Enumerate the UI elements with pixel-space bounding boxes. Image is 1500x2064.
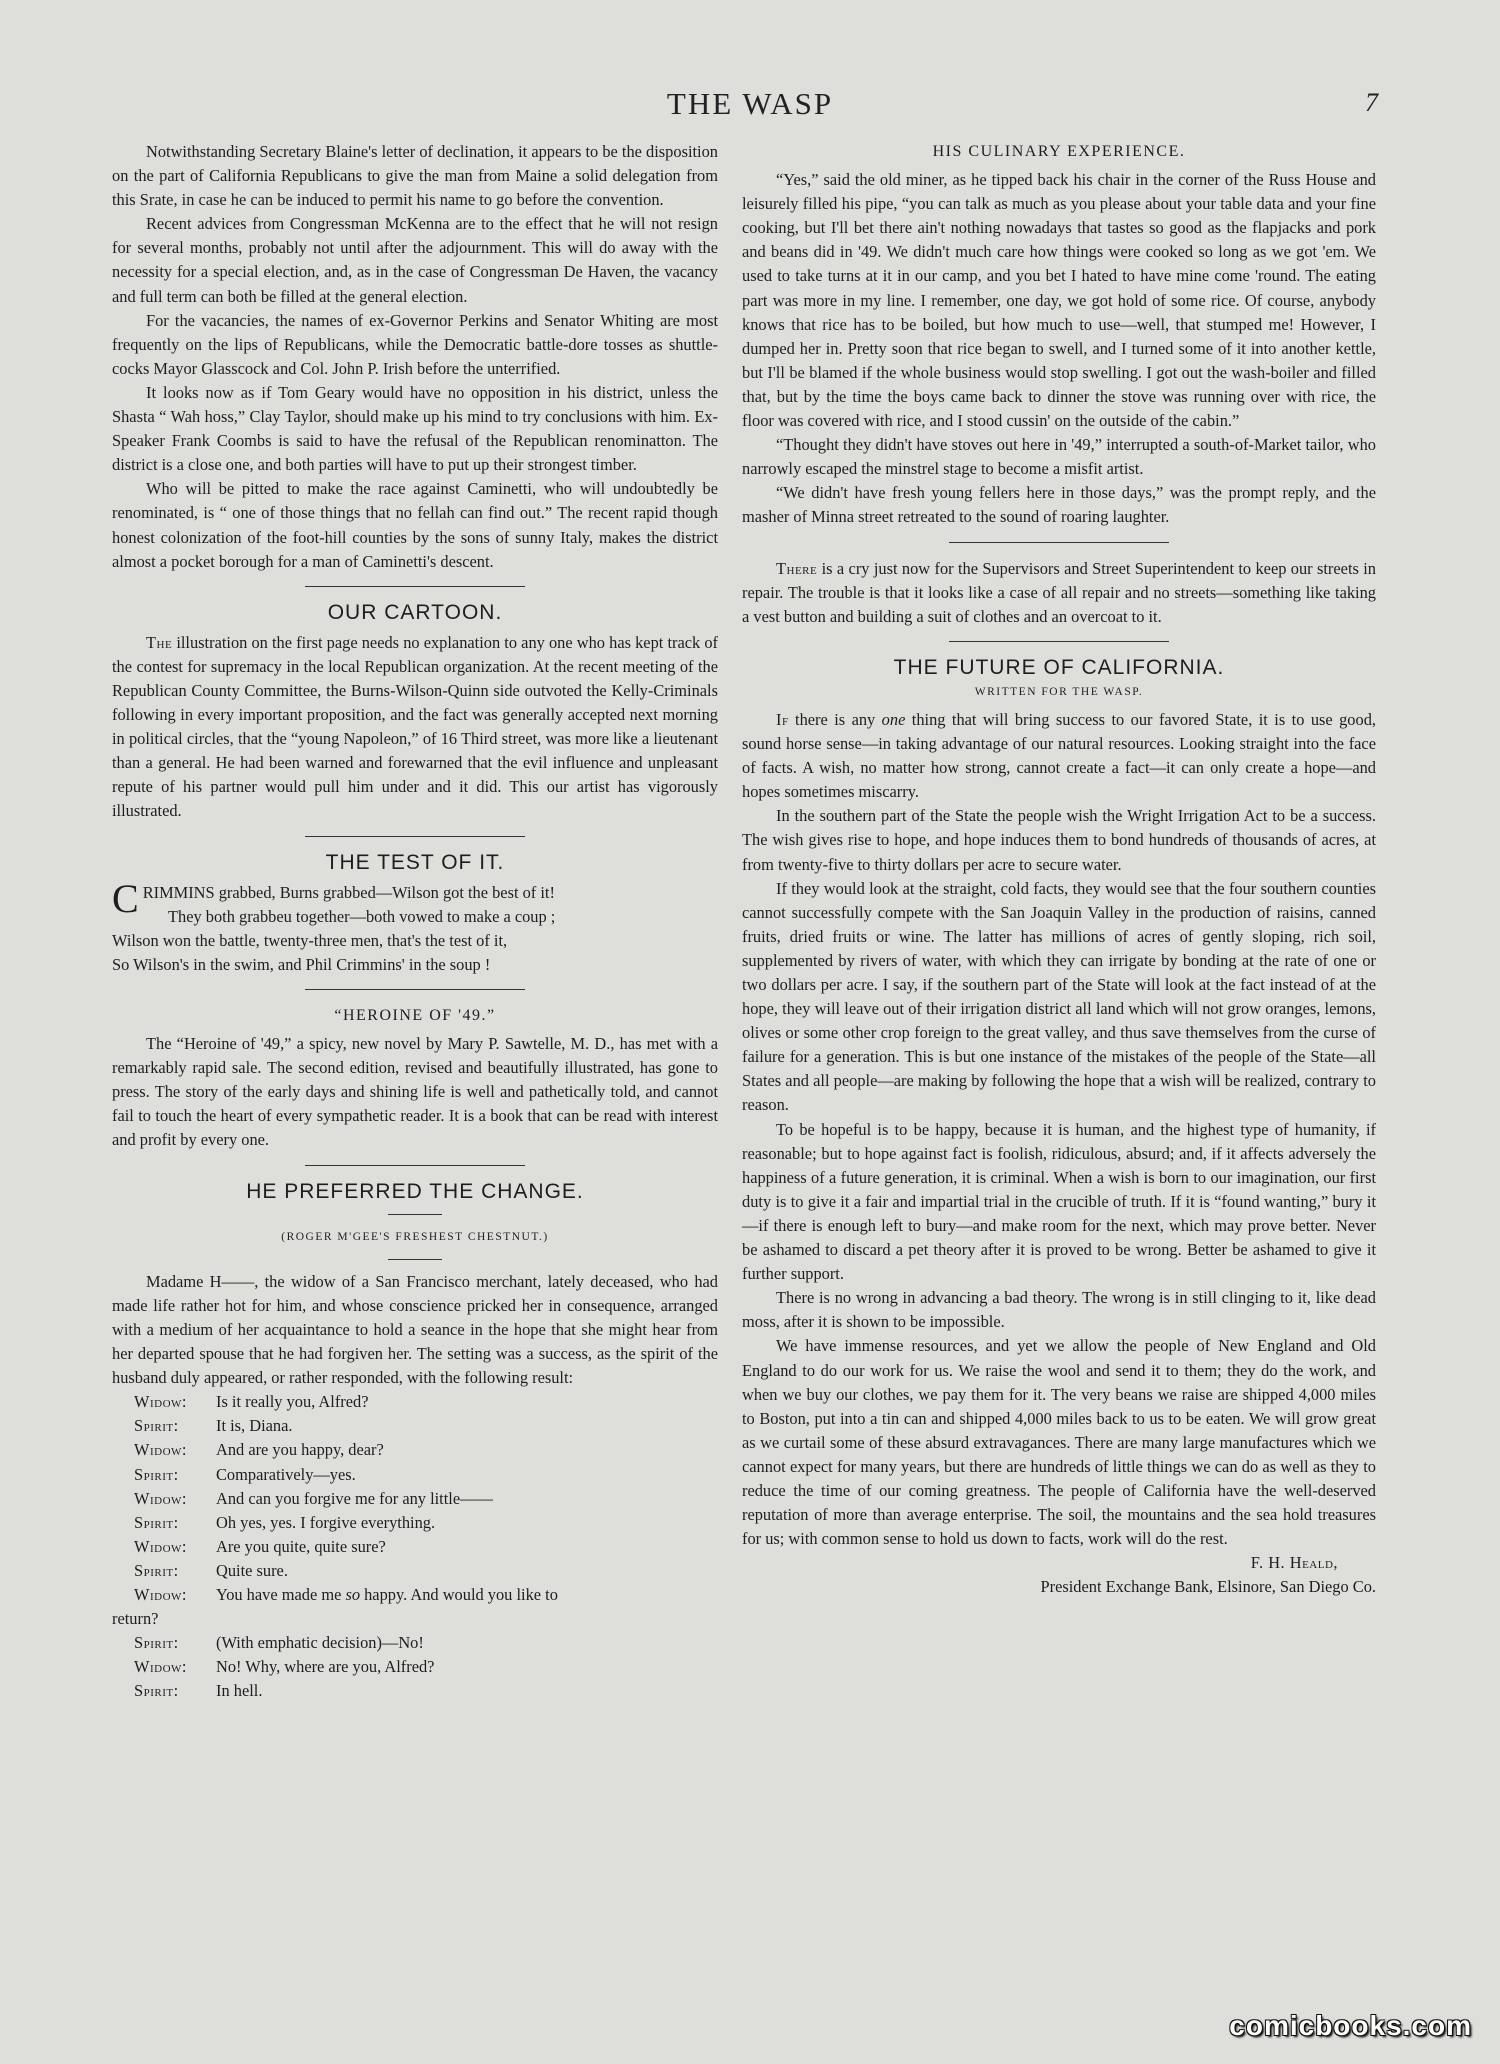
future-paragraph: There is no wrong in advancing a bad theory. The wrong is in still clinging to it, like dead moss, after it is shown to be impossible. xyxy=(742,1288,1376,1332)
streets-paragraph xyxy=(742,557,1376,629)
right-column xyxy=(742,140,1376,1599)
test-heading: THE TEST OF IT. xyxy=(325,850,505,874)
section-divider xyxy=(949,542,1169,543)
poem-line: CRIMMINS grabbed, Burns grabbed—Wilson got the best of it! xyxy=(112,875,555,921)
culinary-heading: HIS CULINARY EXPERIENCE. xyxy=(932,143,1186,160)
lead-word: The xyxy=(146,632,173,652)
culinary-paragraph: “We didn't have fresh young fellers here in those days,” was the prompt reply, and the masher of Minna street retreated to the sound of roaring laughter. xyxy=(742,483,1376,527)
lead-word: There xyxy=(776,558,818,578)
future-paragraph: To be hopeful is to be happy, because it is human, and the highest type of humanity, if reasonable; but to hope against fact is foolish, ridiculous, absurd; and, if it affects adversely the happiness of a future generation, it is criminal. When a wish is born to our imagination, our first duty is to give it a fair and impartial trial in the crucible of truth. If it is “found wanting,” bury it—if there is enough left to bury—and make room for the next, which may prove better. Never be ashamed to discard a pet theory after it is proved to be wrong. Better be ashamed to give it further support. xyxy=(742,1119,1376,1284)
article-paragraph: It looks now as if Tom Geary would have no opposition in his district, unless the Shasta “ Wah hoss,” Clay Taylor, should make up his mind to try conclusions with him. Ex-Speaker Frank Coombs is said to have the refusal of the Republican renominatton. The district is a close one, and both parties will have to put up their strongest timber. xyxy=(112,382,718,475)
masthead xyxy=(0,86,1500,126)
section-divider xyxy=(305,836,525,837)
cartoon-text: illustration on the first page needs no explanation to any one who has kept track of the contest for supremacy in the local Republican organization. At the recent meeting of the Republican County Committee, the Burns-Wilson-Quinn side outvoted the Kelly-Criminals following in every important proposition, and the fact was generally accepted next morning in political circles, that the “young Napoleon,” of 16 Third street, was more like a lieutenant than a general. He had been warned and forewarned that the evil influence and unpleasant repute of his partner would pull him under and it did. This our artist has vigorously illustrated. xyxy=(112,632,718,821)
lead-word: If xyxy=(776,709,789,729)
dialog-line: Widow: Are you quite, quite sure? xyxy=(134,1536,386,1556)
future-paragraph: We have immense resources, and yet we allow the people of New England and Old England to do our work for us. We raise the wool and send it to them; they do the work, and when we buy our clothes, we pay them for it. The very beans we raise are shipped 4,000 miles to Boston, put into a tin can and shipped 4,000 miles back to us to be eaten. We will grow great as we curtail some of these absurd extravagances. There are many large manufactures which we cannot expect for many years, but there are hundreds of little things we can do as well as they to reduce the time of our coming greatness. The people of California have the well-deserved reputation of more than average enterprise. The soil, the mountains and the sea hold treasures for us; with common sense to hold us down to facts, work will do the rest. xyxy=(742,1336,1376,1549)
seance-dialog xyxy=(112,1390,718,1703)
poem-line: Wilson won the battle, twenty-three men, that's the test of it, xyxy=(112,930,508,950)
short-divider xyxy=(388,1214,442,1215)
future-paragraph: In the southern part of the State the people wish the Wright Irrigation Act to be a success. The wish gives rise to hope, and hope induces them to bond hundreds of thousands of acres, at from twenty-five to thirty dollars per acre to secure water. xyxy=(742,806,1376,874)
dialog-line: Spirit: In hell. xyxy=(134,1681,263,1701)
dialog-line: Widow: Is it really you, Alfred? xyxy=(134,1392,369,1412)
masthead-title: THE WASP xyxy=(666,86,834,121)
preferred-intro: Madame H——, the widow of a San Francisco merchant, lately deceased, who had made life rather hot for him, and whose conscience pricked her in consequence, arranged with a medium of her acquaintance to hold a seance in the hope that she might hear from her departed spouse that he had forgiven her. The setting was a success, as the spirit of the husband duly appeared, or rather responded, with the following result: xyxy=(112,1271,718,1388)
future-subtitle: WRITTEN FOR THE WASP. xyxy=(974,685,1144,698)
section-divider xyxy=(305,586,525,587)
page-number: 7 xyxy=(1365,88,1378,117)
dialog-line: Spirit: Quite sure. xyxy=(134,1560,288,1580)
dialog-line: Spirit: It is, Diana. xyxy=(134,1416,293,1436)
future-heading: THE FUTURE OF CALIFORNIA. xyxy=(893,655,1225,679)
dialog-line: Widow: No! Why, where are you, Alfred? xyxy=(134,1657,435,1677)
site-watermark: comicbooks.com xyxy=(1229,2010,1472,2041)
section-divider xyxy=(305,989,525,990)
article-paragraph: For the vacancies, the names of ex-Governor Perkins and Senator Whiting are most frequently on the lips of Republicans, while the Democratic battle-dore tosses as shuttle-cocks Mayor Glasscock and Col. John P. Irish before the unterrified. xyxy=(112,310,718,378)
heroine-heading: “HEROINE OF '49.” xyxy=(334,1007,496,1024)
dialog-line: Spirit: (With emphatic decision)—No! xyxy=(134,1633,424,1653)
article-paragraph: Recent advices from Congressman McKenna are to the effect that he will not resign for several months, probably not until after the adjournment. This will do away with the necessity for a special election, and, as in the case of Congressman De Haven, the vacancy and full term can both be filled at the general election. xyxy=(112,214,718,306)
cartoon-heading: OUR CARTOON. xyxy=(327,600,503,624)
poem-line: They both grabbeu together—both vowed to make a coup ; xyxy=(168,906,556,926)
dialog-line: Spirit: Comparatively—yes. xyxy=(134,1464,356,1484)
dialog-line: Widow: You have made me so happy. And would you like to xyxy=(134,1584,558,1604)
future-paragraph: If they would look at the straight, cold facts, they would see that the four southern counties cannot successfully compete with the San Joaquin Valley in the production of raisins, canned fruits, dried fruits or wine. The latter has millions of acres of gently sloping, rich soil, supplemented by rivers of water, with which they can irrigate by bonding at the rate of one or two dollars per acre. I say, if the southern part of the State will look at the fact instead of at the hope, they will leave out of their irrigation district all land which will not grow oranges, lemons, olives or some other crop foreign to the great valley, and thus save themselves from the curse of failure for a generation. This is but one instance of the mistakes of the people of the State—all States and all people—are making by following the hope that a wish will be realized, contrary to reason. xyxy=(742,878,1376,1115)
dialog-line-continued: return? xyxy=(112,1609,159,1629)
article-paragraph: Who will be pitted to make the race against Caminetti, who will undoubtedly be renominated, is “ one of those things that no fellah can find out.” The recent rapid though honest colonization of the foot-hill counties by the sons of sunny Italy, makes the district almost a pocket borough for a man of Caminetti's descent. xyxy=(112,479,718,571)
test-poem xyxy=(112,875,718,977)
dialog-line: Widow: And are you happy, dear? xyxy=(134,1440,384,1460)
dialog-line: Spirit: Oh yes, yes. I forgive everything. xyxy=(134,1512,436,1532)
future-paragraph: If there is any one thing that will bring success to our favored State, it is to use good, sound horse sense—in taking advantage of our natural resources. Looking straight into the face of facts. A wish, no matter how strong, cannot create a fact—it can only create a hope—and hopes sometimes miscarry. xyxy=(742,709,1376,802)
heroine-paragraph: The “Heroine of '49,” a spicy, new novel by Mary P. Sawtelle, M. D., has met with a remarkably rapid sale. The second edition, revised and beautifully illustrated, has gone to press. The story of the early days and shining life is well and pathetically told, and cannot fail to touch the heart of every sympathetic reader. It is a book that can be read with interest and profit by every one. xyxy=(112,1034,718,1150)
preferred-subtitle: (ROGER M'GEE'S FRESHEST CHESTNUT.) xyxy=(281,1230,549,1243)
culinary-paragraph: “Thought they didn't have stoves out here in '49,” interrupted a south-of-Market tailor, who narrowly escaped the minstrel stage to become a misfit artist. xyxy=(742,435,1376,479)
short-divider xyxy=(388,1259,442,1260)
section-divider xyxy=(949,641,1169,642)
section-divider xyxy=(305,1165,525,1166)
streets-text: is a cry just now for the Supervisors and Street Superintendent to keep our streets in repair. The trouble is that it looks like a case of all repair and no streets—something like taking a vest button and building a suit of clothes and an overcoat to it. xyxy=(742,558,1376,626)
drop-cap: C xyxy=(112,875,139,921)
poem-line: So Wilson's in the swim, and Phil Crimmins' in the soup ! xyxy=(112,954,491,974)
emphasis: one xyxy=(881,709,906,729)
culinary-paragraph: “Yes,” said the old miner, as he tipped back his chair in the corner of the Russ House and leisurely filled his pipe, “you can talk as much as you please about your table data and your fine cooking, but I'll bet there ain't nothing nowadays that tastes so good as the flapjacks and pork and beans did in '49. We didn't much care how things were cooked so long as we got 'em. We used to take turns at it in our camp, and you bet I hated to have mine come 'round. The eating part was more in my line. I remember, one day, we got hold of some rice. Of course, anybody knows that rice has to be boiled, but how much to use—well, that stumped me! However, I dumped her in. Pretty soon that rice began to swell, and I turned some of it into another kettle, but I'll be blamed if the whole business would stop swelling. I got out the wash-boiler and filled that, but by the time the boys came back to dinner the stove was running over with rice, the floor was covered with rice, and I stood cussin' on the outside of the cabin.” xyxy=(742,170,1376,431)
author-title: President Exchange Bank, Elsinore, San Diego Co. xyxy=(1040,1577,1376,1597)
dialog-line: Widow: And can you forgive me for any little—— xyxy=(134,1488,493,1508)
cartoon-paragraph xyxy=(112,631,718,824)
preferred-heading: HE PREFERRED THE CHANGE. xyxy=(246,1179,584,1203)
article-paragraph: Notwithstanding Secretary Blaine's letter of declination, it appears to be the disposition on the part of California Republicans to give the man from Maine a solid delegation from this Srate, in case he can be induced to permit his name to go before the convention. xyxy=(112,142,718,210)
left-column xyxy=(112,140,718,1703)
author-name: F. H. Heald, xyxy=(1250,1553,1338,1573)
